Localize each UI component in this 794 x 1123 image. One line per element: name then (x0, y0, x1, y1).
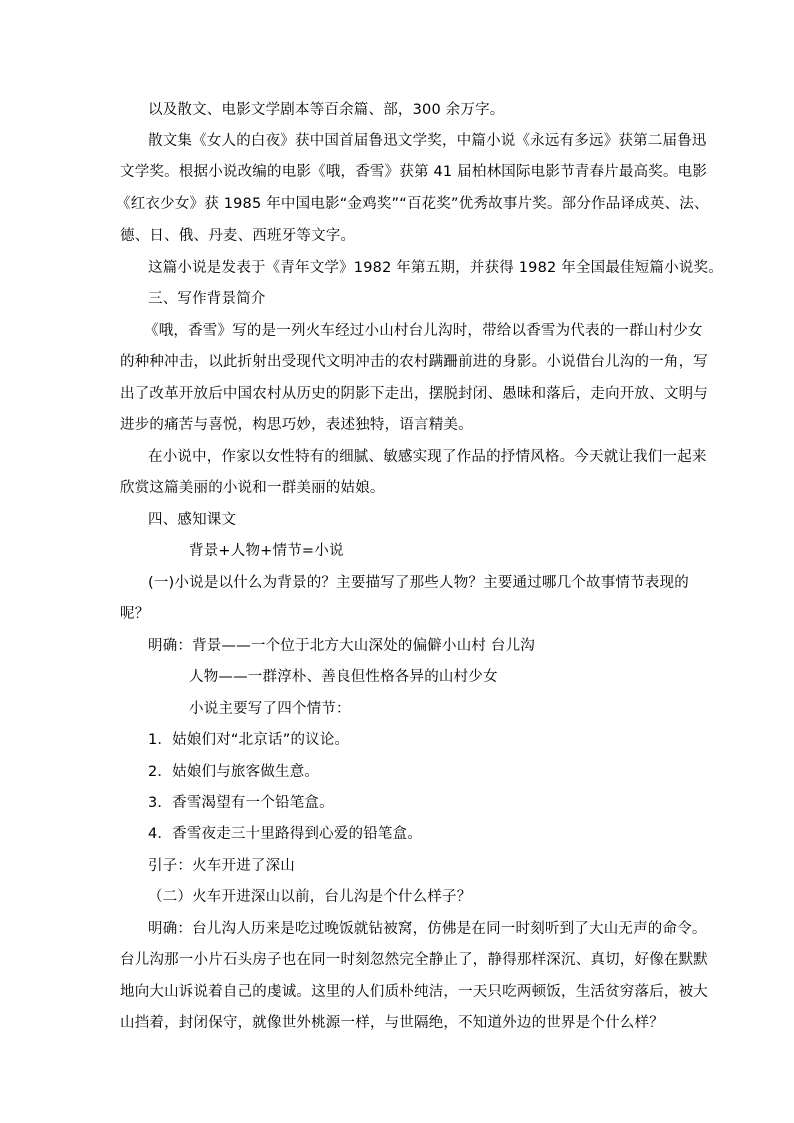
answer-line: 山挡着，封闭保守，就像世外桃源一样，与世隔绝，不知道外边的世界是个什么样？ (120, 1015, 664, 1031)
paragraph-line: 出了改革开放后中国农村从历史的阴影下走出，摆脱封闭、愚昧和落后，走向开放、文明与 (120, 386, 708, 402)
paragraph-line: 欣赏这篇美丽的小说和一群美丽的姑娘。 (120, 480, 385, 496)
paragraph-line: 进步的痛苦与喜悦，构思巧妙，表述独特，语言精美。 (120, 417, 473, 433)
question-line: 呢？ (120, 606, 150, 622)
answer-line: 地向大山诉说着自己的虔诚。这里的人们质朴纯洁，一天只吃两顿饭，生活贫穷落后，被大 (120, 984, 708, 1000)
paragraph-line: 以及散文、电影文学剧本等百余篇、部，300 余万字。 (148, 102, 505, 118)
section-heading: 四、感知课文 (148, 512, 237, 528)
answer-line: 台儿沟那一小片石头房子也在同一时刻忽然完全静止了，静得那样深沉、真切，好像在默默 (120, 952, 708, 968)
paragraph-line: 文学奖。根据小说改编的电影《哦，香雪》获第 41 届柏林国际电影节青春片最高奖。电影 (120, 164, 708, 180)
list-item: 1．姑娘们对“北京话”的议论。 (148, 732, 350, 748)
answer-line: 明确：背景——一个位于北方大山深处的偏僻小山村 台儿沟 (148, 638, 536, 654)
paragraph-line: 《红衣少女》获 1985 年中国电影“金鸡奖”“百花奖”优秀故事片奖。部分作品译成英、法、 (116, 196, 709, 212)
paragraph-line: 散文集《女人的白夜》获中国首届鲁迅文学奖，中篇小说《永远有多远》获第二届鲁迅 (148, 133, 707, 149)
answer-line: 小说主要写了四个情节： (189, 701, 351, 717)
formula-line: 背景+人物+情节=小说 (189, 543, 344, 559)
paragraph-line: 的种种冲击，以此折射出受现代文明冲击的农村蹒跚前进的身影。小说借台儿沟的一角，写 (120, 354, 708, 370)
question-line: （二）火车开进深山以前，台儿沟是个什么样子？ (148, 889, 472, 905)
list-item: 2．姑娘们与旅客做生意。 (148, 764, 320, 780)
section-heading: 三、写作背景简介 (148, 291, 266, 307)
paragraph-line: 《哦，香雪》写的是一列火车经过小山村台儿沟时，带给以香雪为代表的一群山村少女 (144, 323, 703, 339)
paragraph-line: 德、日、俄、丹麦、西班牙等文字。 (120, 228, 356, 244)
answer-line: 人物——一群淳朴、善良但性格各异的山村少女 (189, 669, 498, 685)
paragraph-line: 在小说中，作家以女性特有的细腻、敏感实现了作品的抒情风格。今天就让我们一起来 (148, 449, 707, 465)
answer-line: 明确：台儿沟人历来是吃过晚饭就钻被窝，仿佛是在同一时刻听到了大山无声的命令。 (148, 921, 707, 937)
list-item: 3．香雪渴望有一个铅笔盒。 (148, 795, 334, 811)
question-line: (一)小说是以什么为背景的？主要描写了那些人物？主要通过哪几个故事情节表现的 (148, 575, 689, 591)
list-item: 4．香雪夜走三十里路得到心爱的铅笔盒。 (148, 826, 423, 842)
paragraph-line: 这篇小说是发表于《青年文学》1982 年第五期，并获得 1982 年全国最佳短篇小说奖。 (148, 260, 723, 276)
lead-line: 引子：火车开进了深山 (148, 858, 295, 874)
